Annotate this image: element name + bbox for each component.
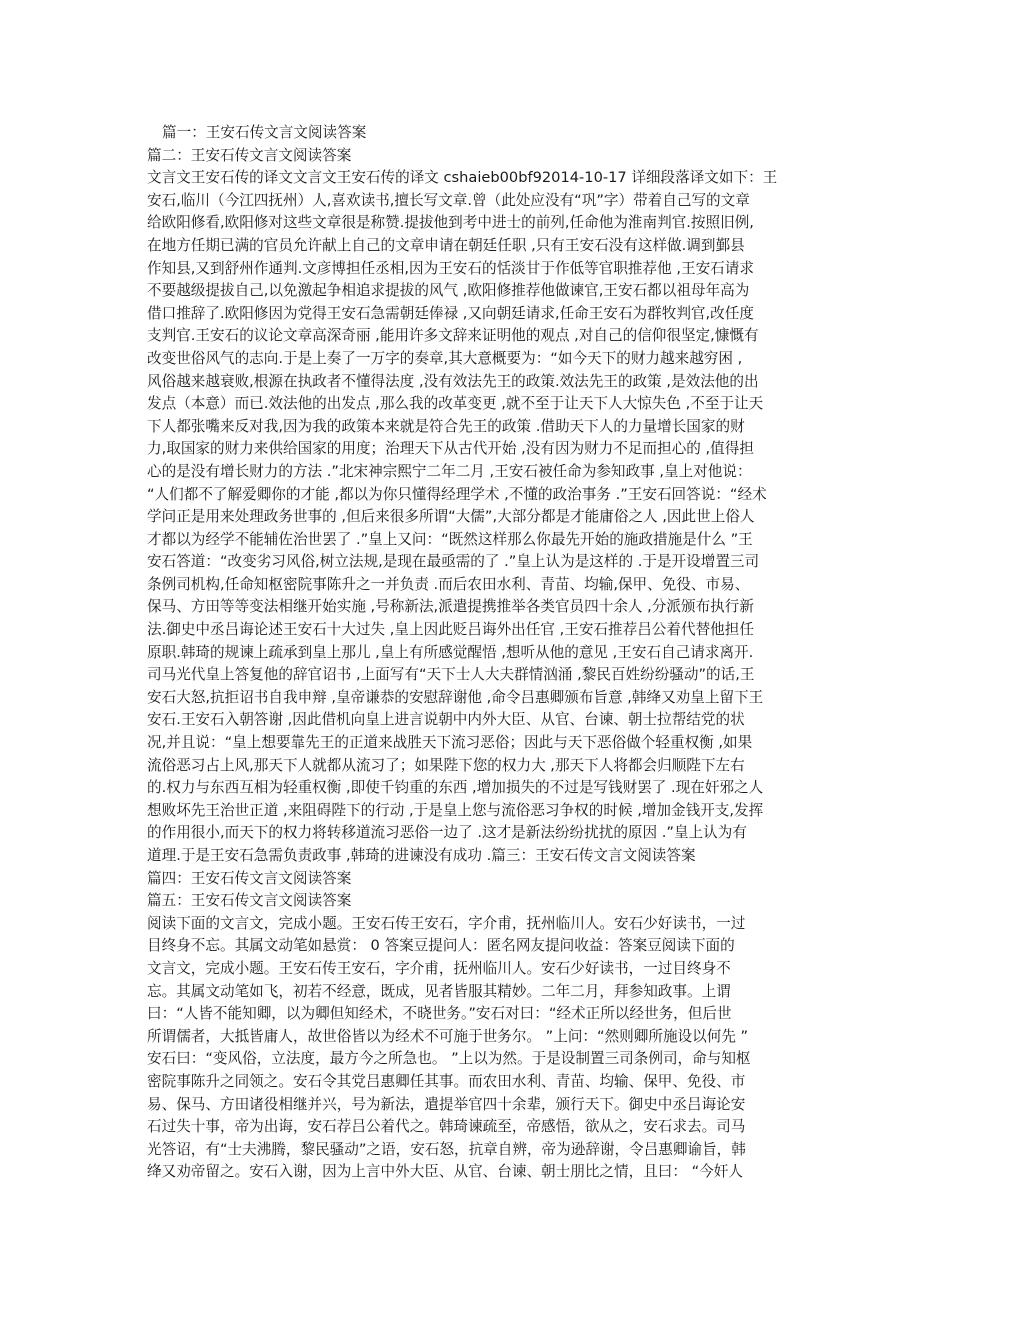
text-line: 文言文，完成小题。王安石传王安石，字介甫，抚州临川人。安石少好读书，一过目终身不	[147, 959, 731, 977]
text-line: 阅读下面的文言文，完成小题。王安石传王安石，字介甫，抚州临川人。安石少好读书，一过	[147, 914, 746, 932]
text-line: 安石,临川（今江四抚州）人,喜欢读书,擅长写文章.曾（此处应没有“巩”字）带着自己写的文章	[147, 191, 750, 209]
heading-section-5: 篇五：王安石传文言文阅读答案	[147, 892, 352, 910]
heading-section-1: 篇一：王安石传文言文阅读答案	[162, 124, 367, 141]
text-line: 条例司机构,任命知枢密院事陈升之一并负责 .而后农田水利、青苗、均输,保甲、免役、市易、	[147, 575, 750, 593]
text-line: 密院事陈升之同领之。安石令其党吕惠卿任其事。而农田水利、青苗、均输、保甲、免役、市	[147, 1072, 746, 1090]
text-line: 流俗恶习占上风,那天下人就都从流习了；如果陛下您的权力大 ,那天下人将都会归顺陛下左右	[147, 756, 745, 774]
text-line: 支判官.王安石的议论文章高深奇丽 ,能用许多文辞来证明他的观点 ,对自己的信仰很坚定,慷慨有	[147, 327, 759, 345]
text-line: 目终身不忘。其属文动笔如悬赏： 0 答案豆提问人：匿名网友提问收益：答案豆阅读下面的	[147, 937, 735, 955]
text-line: 易、保马、方田诸役相继并兴，号为新法，遣提举官四十余辈，颁行天下。御史中丞吕诲论安	[147, 1095, 746, 1113]
text-line: 绛又劝帝留之。安石入谢，因为上言中外大臣、从官、台谏、朝士朋比之情，且曰： “今奸人	[147, 1163, 743, 1181]
text-line: 安石答道：“改变劣习风俗,树立法规,是现在最亟需的了 .”皇上认为是这样的 .于是开设增置三司	[147, 553, 760, 571]
text-line: 下人都张嘴来反对我,因为我的政策本来就是符合先王的政策 .借助天下人的力量增长国家的财	[147, 417, 745, 435]
section-2-body	[147, 167, 847, 867]
heading-section-2: 篇二：王安石传文言文阅读答案	[147, 146, 352, 164]
text-line: “人们都不了解爱卿你的才能 ,都以为你只懂得经理学术 ,不懂的政治事务 .”王安石回答说：“经术	[147, 485, 767, 503]
text-line: 安石大怒,抗拒诏书自我申辩 ,皇帝谦恭的安慰辞谢他 ,命令吕惠卿颁布旨意 ,韩绛又劝皇上留下王	[147, 688, 764, 706]
text-line: 发点（本意）而已.效法他的出发点 ,那么我的改革变更 ,就不至于让天下人大惊失色 ,不至于让天	[147, 395, 764, 413]
text-line: 作知县,又到舒州作通判.文彦博担任丞相,因为王安石的恬淡甘于作低等官职推荐他 ,王安石请求	[147, 259, 754, 277]
heading-section-4: 篇四：王安石传文言文阅读答案	[147, 869, 352, 887]
text-line: 司马光代皇上答复他的辞官诏书 ,上面写有“天下士人大夫群情汹涌 ,黎民百姓纷纷骚动”的话,王	[147, 666, 755, 684]
section-5-body	[147, 913, 847, 1184]
text-line: 道理.于是王安石急需负责政事 ,韩琦的进谏没有成功 .篇三：王安石传文言文阅读答案	[147, 847, 696, 864]
text-line: 文言文王安石传的译文文言文王安石传的译文 cshaieb00bf92014-10-17 详细段落译文如下：王	[147, 169, 778, 187]
text-line: 石过失十事，帝为出诲，安石荐吕公着代之。韩琦谏疏至，帝感悟，欲从之，安石求去。司马	[147, 1118, 746, 1136]
text-line: 安石.王安石入朝答谢 ,因此借机向皇上进言说朝中内外大臣、从官、台谏、朝士拉帮结党的状	[147, 711, 745, 729]
document-body	[147, 122, 847, 1184]
text-line: 借口推辞了.欧阳修因为党得王安石急需朝廷俸禄 ,又向朝廷请求,任命王安石为群牧判官,改任度	[147, 304, 754, 322]
text-line: 改变世俗风气的志向.于是上奏了一万字的奏章,其大意概要为：“如今天下的财力越来越穷困 ,	[147, 349, 743, 367]
text-line: 力,取国家的财力来供给国家的用度；治理天下从古代开始 ,没有因为财力不足而担心的 ,值得担	[147, 440, 754, 458]
text-line: 光答诏，有“士夫沸腾，黎民骚动”之语，安石怒，抗章自辨，帝为逊辞谢，令吕惠卿谕旨，韩	[147, 1140, 746, 1158]
text-line: 的作用很小,而天下的权力将转移道流习恶俗一边了 .这才是新法纷纷扰扰的原因 .”皇上认为有	[147, 824, 747, 842]
text-line: 保马、方田等等变法相继开始实施 ,号称新法,派遣提携推举各类官员四十余人 ,分派颁布执行新	[147, 598, 754, 616]
text-line: 才都以为经学不能辅佐治世罢了 .”皇上又问：“既然这样那么你最先开始的施政措施是什么 ”王	[147, 530, 753, 548]
text-line: 想败坏先王治世正道 ,来阻碍陛下的行动 ,于是皇上您与流俗恶习争权的时候 ,增加金钱开支,发挥	[147, 801, 764, 819]
text-line: 风俗越来越衰败,根源在执政者不懂得法度 ,没有效法先王的政策.效法先王的政策 ,是效法他的出	[147, 372, 759, 390]
text-line: 原职.韩琦的规谏上疏承到皇上那儿 ,皇上有所感觉醒悟 ,想听从他的意见 ,王安石自己请求离开.	[147, 643, 754, 661]
text-line: 曰：“人皆不能知卿，以为卿但知经术，不晓世务。”安石对曰：“经术正所以经世务，但后世	[147, 1005, 732, 1023]
text-line: 给欧阳修看,欧阳修对这些文章很是称赞.提拔他到考中进士的前列,任命他为淮南判官.按照旧例,	[147, 214, 754, 232]
text-line: 所谓儒者，大抵皆庸人，故世俗皆以为经术不可施于世务尔。 ”上问：“然则卿所施设以何先 ”	[147, 1027, 749, 1045]
text-line: 在地方任期已满的官员允许献上自己的文章申请在朝廷任职 ,只有王安石没有这样做.调到鄞县	[147, 236, 745, 254]
text-line: 法.御史中丞吕诲论述王安石十大过失 ,皇上因此贬吕诲外出任官 ,王安石推荐吕公着代替他担任	[147, 621, 754, 639]
text-line: 学问正是用来处理政务世事的 ,但后来很多所谓“大儒”,大部分都是才能庸俗之人 ,因此世上俗人	[147, 508, 755, 526]
text-line: 况,并且说：“皇上想要靠先王的正道来战胜天下流习恶俗；因此与天下恶俗做个轻重权衡 ,如果	[147, 734, 753, 752]
text-line: 安石曰：“变风俗，立法度，最方今之所急也。 ”上以为然。于是设制置三司条例司，命与知枢	[147, 1050, 751, 1068]
text-line: 不要越级提拔自己,以免激起争相追求提拔的风气 ,欧阳修推荐他做谏官,王安石都以祖母年高为	[147, 282, 750, 300]
text-line: 心的是没有增长财力的方法 .”北宋神宗熙宁二年二月 ,王安石被任命为参知政事 ,皇上对他说：	[147, 462, 752, 480]
text-line: 忘。其属文动笔如飞，初若不经意，既成，见者皆服其精妙。二年二月，拜参知政事。上谓	[147, 982, 731, 1000]
text-line: 的.权力与东西互相为轻重权衡 ,即使千钧重的东西 ,增加损失的不过是写钱财罢了 .现在奸邪之人	[147, 779, 764, 797]
